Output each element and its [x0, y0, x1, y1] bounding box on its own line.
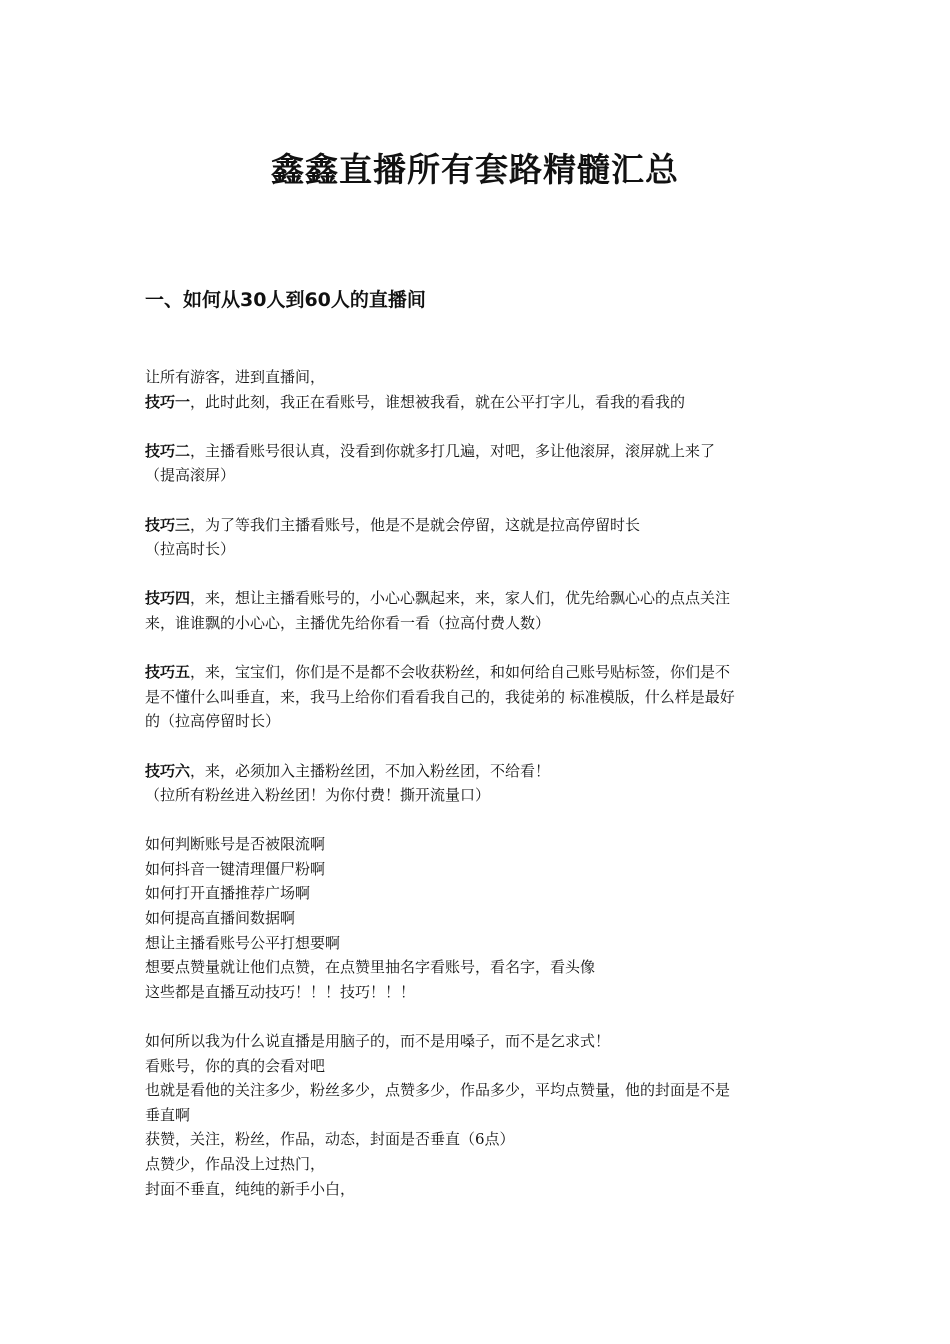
closing-line: 封面不垂直，纯纯的新手小白，: [145, 1179, 356, 1198]
tip-text: ，来，宝宝们，你们是不是都不会收获粉丝，和如何给自己账号贴标签，你们是不: [190, 663, 731, 682]
tip-label: 技巧二: [145, 441, 191, 460]
tip-note: （拉高时长）: [145, 540, 236, 559]
question-line: 如何判断账号是否被限流啊: [145, 835, 326, 854]
tip-1: [145, 390, 810, 415]
tip-note: （提高滚屏）: [145, 466, 236, 485]
tip-text: ，为了等我们主播看账号，他是不是就会停留，这就是拉高停留时长: [190, 515, 641, 534]
tip-4: [145, 586, 810, 611]
intro-line: 让所有游客，进到直播间，: [145, 368, 326, 386]
question-line: 想要点赞量就让他们点赞，在点赞里抽名字看账号，看名字，看头像: [145, 958, 596, 977]
tip-label: 技巧一: [145, 392, 191, 411]
paragraph-gap: [145, 734, 810, 759]
tip-continuation: 来，谁谁飘的小心心，主播优先给你看一看（拉高付费人数）: [145, 613, 551, 632]
question-line: 想让主播看账号公平打想要啊: [145, 933, 341, 952]
paragraph-gap: [145, 1004, 810, 1029]
closing-line: 获赞，关注，粉丝，作品，动态，封面是否垂直（6点）: [145, 1130, 515, 1149]
tip-label: 技巧四: [145, 589, 191, 608]
paragraph-gap: [145, 562, 810, 587]
tip-label: 技巧三: [145, 515, 191, 534]
question-line: 这些都是直播互动技巧！！！技巧！！！: [145, 982, 416, 1001]
closing-line: 点赞少，作品没上过热门，: [145, 1155, 326, 1173]
tip-text: ，来，想让主播看账号的，小心心飘起来，来，家人们，优先给飘心心的点点关注: [190, 589, 731, 608]
tip-label: 技巧五: [145, 663, 191, 682]
section-heading: 一、如何从30人到60人的直播间: [145, 289, 426, 311]
tip-continuation: 是不懂什么叫垂直，来，我马上给你们看看我自己的，我徒弟的 标准模版，什么样是最好: [145, 687, 735, 706]
tip-2: [145, 439, 810, 464]
tip-5: [145, 660, 810, 685]
tip-3: [145, 513, 810, 538]
tip-continuation: 的（拉高停留时长）: [145, 712, 281, 731]
closing-line: 也就是看他的关注多少，粉丝多少，点赞多少，作品多少，平均点赞量，他的封面是不是: [145, 1081, 731, 1100]
question-line: 如何抖音一键清理僵尸粉啊: [145, 859, 326, 878]
paragraph-gap: [145, 808, 810, 833]
question-line: 如何打开直播推荐广场啊: [145, 884, 311, 903]
tip-note: （拉所有粉丝进入粉丝团！为你付费！撕开流量口）: [145, 786, 491, 805]
closing-line: 如何所以我为什么说直播是用脑子的，而不是用嗓子，而不是乞求式！: [145, 1032, 611, 1051]
paragraph-gap: [145, 488, 810, 513]
closing-line: 看账号，你的真的会看对吧: [145, 1056, 326, 1075]
tip-label: 技巧六: [145, 761, 191, 780]
document-title: 鑫鑫直播所有套路精髓汇总: [271, 150, 679, 189]
paragraph-gap: [145, 414, 810, 439]
tip-text: ，主播看账号很认真，没看到你就多打几遍，对吧，多让他滚屏，滚屏就上来了: [190, 441, 716, 460]
tip-6: [145, 759, 810, 784]
tip-text: ，此时此刻，我正在看账号，谁想被我看，就在公平打字儿，看我的看我的: [190, 392, 686, 411]
closing-line: 垂直啊: [145, 1105, 191, 1124]
document-body: [145, 365, 810, 1201]
paragraph-gap: [145, 636, 810, 661]
question-line: 如何提高直播间数据啊: [145, 909, 296, 928]
tip-text: ，来，必须加入主播粉丝团，不加入粉丝团，不给看！: [190, 761, 551, 780]
